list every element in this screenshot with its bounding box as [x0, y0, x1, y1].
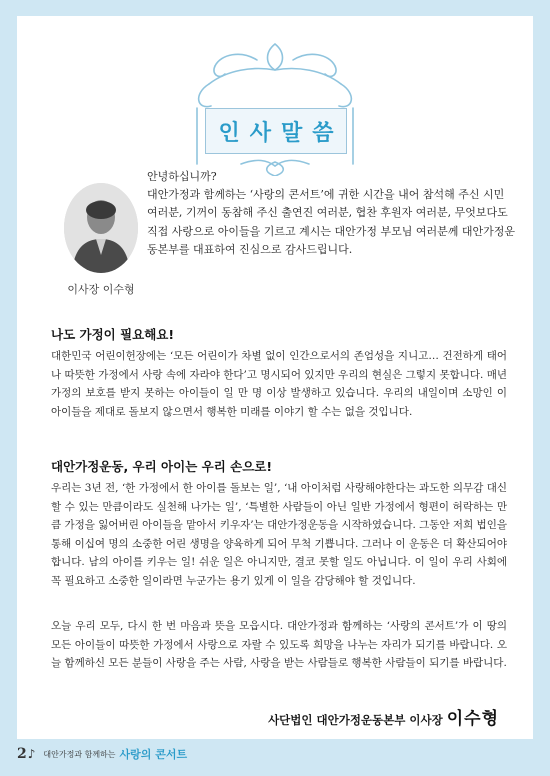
section-body: 우리는 3년 전, ‘한 가정에서 한 아이를 돌보는 일’, ‘내 아이처럼 사랑해야한다는 과도한 의무감 대신 할 수 있는 만큼이라도 실천해 나가는 일’, ‘특별한 사람들이 아닌 일반 가정에서 형편이 허락하는 만큼 가정을 잃어버린 아이들을 맡아서 키우자’는 대안가정운동을 시작하였습니다. 그동안 저희 법인을 통해 이십여 명의 소중한 어린 생명을 양육하게 되어 무척 기쁩니다. 그러나 이 운동은 더 확산되어야 합니다. 남의 아이를 키우는 일! 쉬운 일은 아니지만, 결코 못할 일도 아닙니다. 이 일이 우리 사회에 꼭 필요하고 소중한 일이라면 누군가는 용기 있게 이 일을 감당해야 할 것입니다. — [51, 482, 507, 587]
page-number: 2 — [17, 746, 27, 762]
section-heading: 대안가정운동, 우리 아이는 우리 손으로! — [51, 459, 273, 474]
greeting: 안녕하십니까? — [147, 170, 217, 183]
closing-text: 오늘 우리 모두, 다시 한 번 마음과 뜻을 모읍시다. 대안가정과 함께하는 ‘사랑의 콘서트’가 이 땅의 모든 아이들이 따뜻한 가정에서 사랑으로 자랄 수 있도록 희망을 나누는 자리가 되기를 바랍니다. 오늘 함께하신 모든 분들이 사랑을 주는 사람, 사랑을 받는 사람들로 행복한 사람들이 되기를 바랍니다. — [51, 620, 507, 669]
signature-org: 사단법인 대안가정운동본부 이사장 — [268, 713, 443, 727]
intro-paragraph: 대안가정과 함께하는 ‘사랑의 콘서트’에 귀한 시간을 내어 참석해 주신 시민 여러분, 기꺼이 동참해 주신 출연진 여러분, 협찬 후원자 여러분, 무엇보다도 직접 사랑으로 아이들을 기르고 계시는 대안가정 부모님 여러분께 대안가정운동본부를 대표하여 진심으로 감사드립니다. — [147, 188, 516, 256]
section-body: 대한민국 어린이헌장에는 ‘모든 어린이가 차별 없이 인간으로서의 존엄성을 지니고… 건전하게 태어나 따뜻한 가정에서 사랑 속에 자라야 한다’고 명시되어 있지만 우리의 현실은 그렇지 못합니다. 매년 가정의 보호를 받지 못하는 아이들이 일 만 명 이상 발생하고 있습니다. 우리의 내일이며 소망인 이 아이들을 제대로 돌보지 않으면서 행복한 미래를 이야기 할 수는 없을 것입니다. — [51, 350, 507, 418]
footer-brand: 사랑의 콘서트 — [119, 748, 188, 761]
signature-name: 이수형 — [446, 709, 499, 729]
decorative-ornament — [157, 36, 393, 176]
section-heading: 나도 가정이 필요해요! — [51, 327, 175, 342]
photo-caption: 이사장 이수형 — [67, 283, 135, 296]
intro-text — [147, 168, 515, 259]
section-alternative-family — [51, 457, 507, 590]
music-note-icon: ♪ — [27, 747, 36, 761]
footer-text: 대안가정과 함께하는 — [43, 749, 116, 759]
signature — [268, 704, 499, 729]
closing-paragraph — [51, 617, 507, 673]
person-portrait-icon — [64, 183, 138, 273]
chairman-photo — [64, 183, 138, 273]
title-box — [205, 108, 347, 154]
section-need-family — [51, 325, 507, 421]
page-footer — [17, 740, 317, 768]
page-title: 인사말씀 — [218, 120, 344, 146]
document-page — [17, 16, 533, 739]
